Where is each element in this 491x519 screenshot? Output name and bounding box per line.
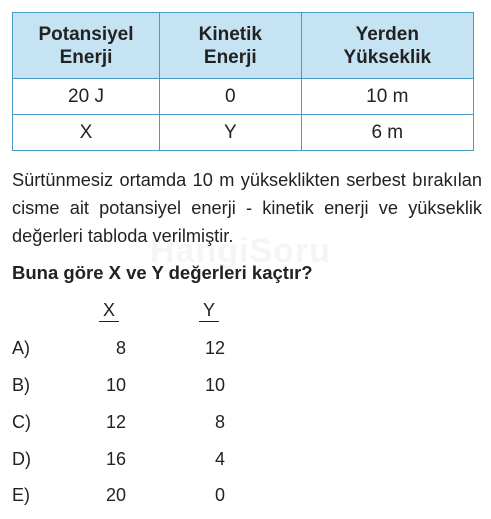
question-text: Buna göre X ve Y değerleri kaçtır?	[12, 262, 313, 283]
option-e[interactable]	[0, 485, 491, 511]
option-a[interactable]	[0, 338, 491, 364]
option-y-value: 12	[204, 338, 225, 358]
problem-statement: Sürtünmesiz ortamda 10 m yükseklikten serbest bırakılan cisme ait potansiyel enerji - kinetik enerji ve yükseklik değerleri tabloda verilmiştir.	[12, 170, 482, 246]
option-y-value: 0	[214, 485, 225, 505]
table-row	[13, 115, 474, 151]
header-kinetic-energy	[160, 13, 302, 79]
table-cell: 6 m	[301, 115, 473, 151]
answer-column-x-header: X	[99, 300, 119, 322]
option-y-value: 8	[214, 412, 225, 432]
watermark: HangiSoru	[150, 232, 331, 270]
option-c[interactable]	[0, 412, 491, 438]
option-letter: A)	[12, 338, 30, 358]
table-header-row	[13, 13, 474, 79]
header-height	[301, 13, 473, 79]
table-cell: 20 J	[13, 79, 160, 115]
option-x-value: 12	[105, 412, 126, 432]
header-text-line: Enerji	[59, 46, 113, 68]
table-cell: 10 m	[301, 79, 473, 115]
option-letter: D)	[12, 449, 31, 469]
table-cell: Y	[160, 115, 302, 151]
header-potential-energy	[13, 13, 160, 79]
option-y-value: 4	[214, 449, 225, 469]
table-cell: 0	[160, 79, 302, 115]
header-text-line: Yükseklik	[343, 46, 432, 68]
option-letter: B)	[12, 375, 30, 395]
header-text-line: Yerden	[355, 23, 419, 45]
table-row	[13, 79, 474, 115]
option-x-value: 8	[115, 338, 126, 358]
option-d[interactable]	[0, 449, 491, 475]
header-text-line: Potansiyel	[38, 23, 134, 45]
header-text-line: Kinetik	[198, 23, 262, 45]
table-cell: X	[13, 115, 160, 151]
option-x-value: 16	[105, 449, 126, 469]
option-b[interactable]	[0, 375, 491, 401]
header-text-line: Enerji	[203, 46, 257, 68]
option-x-value: 20	[105, 485, 126, 505]
option-letter: E)	[12, 485, 30, 505]
energy-table	[12, 12, 474, 151]
option-y-value: 10	[204, 375, 225, 395]
answer-column-y-header: Y	[199, 300, 219, 322]
option-letter: C)	[12, 412, 31, 432]
option-x-value: 10	[105, 375, 126, 395]
